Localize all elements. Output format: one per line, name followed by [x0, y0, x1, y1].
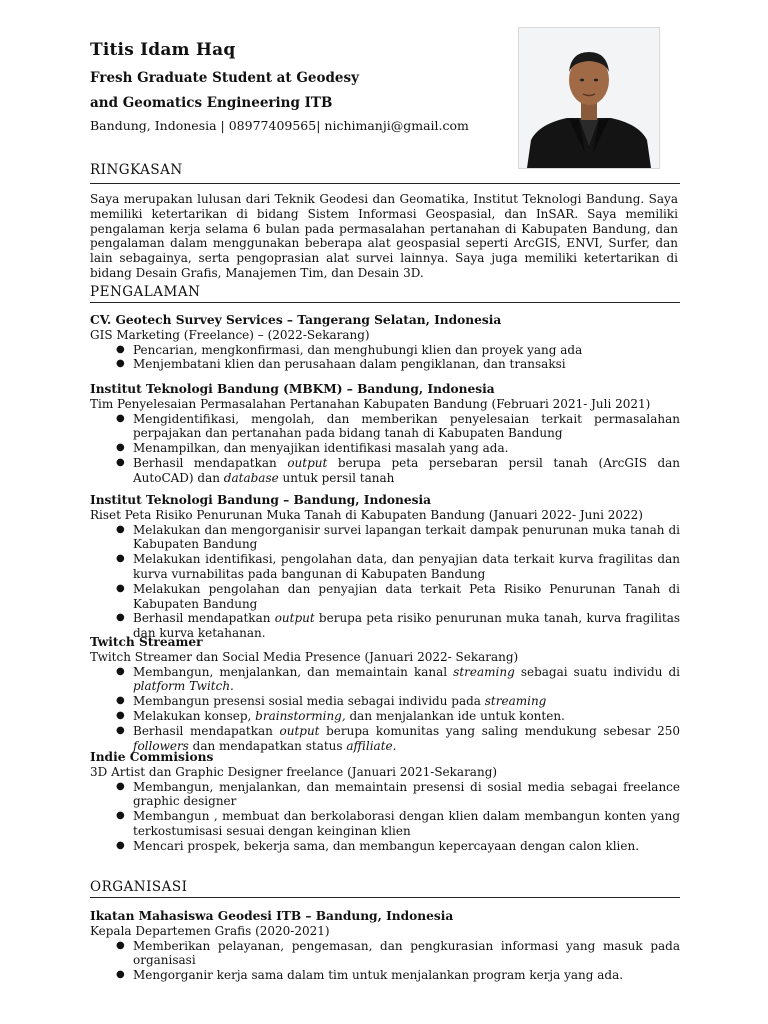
- bullet-item: ● Membangun, menjalankan, dan memaintain kanal streaming sebagai suatu individu di platform Twitch.: [133, 665, 680, 695]
- experience-org: Institut Teknologi Bandung – Bandung, Indonesia: [90, 493, 431, 507]
- experience-bullets: [90, 412, 680, 486]
- experience-entry: [90, 313, 680, 372]
- bullet-item: ● Memberikan pelayanan, pengemasan, dan pengkurasian informasi yang masuk pada organisasi: [133, 939, 680, 969]
- bullet-item: ● Membangun, menjalankan, dan memaintain presensi di sosial media sebagai freelance graphic designer: [133, 780, 680, 810]
- experience-role: 3D Artist dan Graphic Designer freelance (Januari 2021-Sekarang): [90, 764, 498, 779]
- bullet-item: ● Mengidentifikasi, mengolah, dan memberikan penyelesaian terkait permasalahan perpajakan dan pertanahan pada bidang tanah di Kabupaten Bandung: [133, 412, 680, 442]
- bullet-item: ● Pencarian, mengkonfirmasi, dan menghubungi klien dan proyek yang ada: [133, 343, 680, 358]
- experience-bullets: [90, 343, 680, 373]
- section-title-summary: RINGKASAN: [90, 162, 183, 178]
- bullet-item: ● Menjembatani klien dan perusahaan dalam pengiklanan, dan transaksi: [133, 357, 680, 372]
- experience-org: CV. Geotech Survey Services – Tangerang Selatan, Indonesia: [90, 313, 502, 327]
- bullet-item: ● Melakukan pengolahan dan penyajian data terkait Peta Risiko Penurunan Tanah di Kabupaten Bandung: [133, 582, 680, 612]
- resume-name: Titis Idam Haq: [90, 40, 236, 60]
- section-title-experience: PENGALAMAN: [90, 284, 201, 300]
- bullet-item: ● Melakukan identifikasi, pengolahan data, dan penyajian data terkait kurva fragilitas dan kurva vurnabilitas pada bangunan di Kabupaten Bandung: [133, 552, 680, 582]
- bullet-emphasis: platform Twitch.: [133, 679, 234, 694]
- experience-entry: [90, 382, 680, 486]
- experience-org: Indie Commisions: [90, 750, 214, 764]
- experience-bullets: [90, 780, 680, 854]
- section-divider: [90, 183, 680, 184]
- bullet-item: ● Mencari prospek, bekerja sama, dan membangun kepercayaan dengan calon klien.: [133, 839, 680, 854]
- experience-role: Twitch Streamer dan Social Media Presence (Januari 2022- Sekarang): [90, 649, 519, 664]
- organization-entry: [90, 909, 680, 983]
- experience-bullets: [90, 523, 680, 641]
- headline-line1: Fresh Graduate Student at Geodesy: [90, 70, 359, 86]
- bullet-item: ● Membangun presensi sosial media sebagai individu pada streaming: [133, 694, 680, 709]
- section-divider: [90, 897, 680, 898]
- summary-text: Saya merupakan lulusan dari Teknik Geodesi dan Geomatika, Institut Teknologi Bandung. Saya memiliki ketertarikan di bidang Sistem Informasi Geospasial, dan InSAR. Saya memiliki pengalaman kerja selama 6 bulan pada permasalahan pertanahan di Kabupaten Bandung, dan pengalaman dalam menggunakan beberapa alat geospasial seperti ArcGIS, ENVI, Surfer, dan lain sebagainya, serta pengoprasian alat survei lainnya. Saya juga memiliki ketertarikan di bidang Desain Grafis, Manajemen Tim, dan Desain 3D.: [90, 192, 678, 280]
- section-divider: [90, 302, 680, 303]
- headline-line2: and Geomatics Engineering ITB: [90, 95, 333, 111]
- experience-role: Riset Peta Risiko Penurunan Muka Tanah di Kabupaten Bandung (Januari 2022- Juni 2022): [90, 507, 643, 522]
- experience-entry: [90, 750, 680, 854]
- experience-entry: [90, 493, 680, 641]
- bullet-item: ● Membangun , membuat dan berkolaborasi dengan klien dalam membangun konten yang terkostumisasi sesuai dengan keinginan klien: [133, 809, 680, 839]
- bullet-item: ● Melakukan konsep, brainstorming, dan menjalankan ide untuk konten.: [133, 709, 680, 724]
- profile-photo-icon: [519, 28, 659, 168]
- experience-org: Twitch Streamer: [90, 635, 203, 649]
- bullet-item: ● Berhasil mendapatkan output berupa komunitas yang saling mendukung sebesar 250 followers dan mendapatkan status affiliate.: [133, 724, 680, 754]
- bullet-emphasis: followers: [133, 738, 189, 753]
- bullet-item: ● Berhasil mendapatkan output berupa peta risiko penurunan muka tanah, kurva fragilitas dan kurva ketahanan.: [133, 611, 680, 641]
- bullet-item: ● Menampilkan, dan menyajikan identifikasi masalah yang ada.: [133, 441, 680, 456]
- experience-entry: [90, 635, 680, 753]
- experience-role: GIS Marketing (Freelance) – (2022-Sekarang): [90, 327, 370, 342]
- contact-info: Bandung, Indonesia | 08977409565| nichimanji@gmail.com: [90, 118, 469, 133]
- bullet-emphasis: output: [287, 455, 328, 470]
- bullet-emphasis: output: [279, 723, 320, 738]
- experience-bullets: [90, 665, 680, 754]
- bullet-emphasis: streaming: [484, 694, 547, 709]
- bullet-emphasis: affiliate.: [346, 738, 397, 753]
- profile-photo: [518, 27, 660, 169]
- organization-role: Kepala Departemen Grafis (2020-2021): [90, 923, 330, 938]
- bullet-item: ● Melakukan dan mengorganisir survei lapangan terkait dampak penurunan muka tanah di Kabupaten Bandung: [133, 523, 680, 553]
- bullet-emphasis: output: [274, 611, 315, 626]
- bullet-item: ● Mengorganir kerja sama dalam tim untuk menjalankan program kerja yang ada.: [133, 968, 680, 983]
- bullet-emphasis: database: [223, 470, 279, 485]
- bullet-emphasis: streaming: [453, 664, 515, 679]
- section-title-organization: ORGANISASI: [90, 879, 188, 895]
- bullet-emphasis: brainstorming,: [255, 708, 346, 723]
- organization-name: Ikatan Mahasiswa Geodesi ITB – Bandung, Indonesia: [90, 909, 454, 923]
- bullet-item: ● Berhasil mendapatkan output berupa peta persebaran persil tanah (ArcGIS dan AutoCAD) dan database untuk persil tanah: [133, 456, 680, 486]
- experience-org: Institut Teknologi Bandung (MBKM) – Bandung, Indonesia: [90, 382, 495, 396]
- experience-role: Tim Penyelesaian Permasalahan Pertanahan Kabupaten Bandung (Februari 2021- Juli 2021): [90, 396, 651, 411]
- organization-bullets: [90, 939, 680, 983]
